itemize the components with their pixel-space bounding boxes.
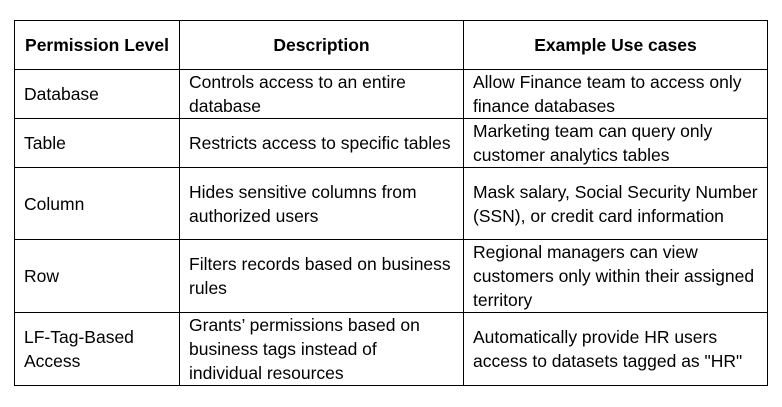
table-row [15, 168, 768, 240]
cell-permission-level: Database [15, 70, 180, 119]
cell-description: Controls access to an entire database [180, 70, 464, 119]
column-header-permission-level: Permission Level [15, 21, 180, 70]
cell-permission-level: Row [15, 240, 180, 313]
cell-example: Mask salary, Social Security Number (SSN), or credit card information [464, 168, 768, 240]
permissions-table [14, 20, 768, 386]
table-row [15, 70, 768, 119]
cell-example: Marketing team can query only customer analytics tables [464, 119, 768, 168]
cell-description: Filters records based on business rules [180, 240, 464, 313]
table-row [15, 240, 768, 313]
table-row [15, 119, 768, 168]
cell-permission-level: LF-Tag-Based Access [15, 313, 180, 386]
column-header-example-use-cases: Example Use cases [464, 21, 768, 70]
table-row [15, 313, 768, 386]
cell-description: Restricts access to specific tables [180, 119, 464, 168]
cell-example: Regional managers can view customers only within their assigned territory [464, 240, 768, 313]
cell-permission-level: Table [15, 119, 180, 168]
cell-description: Hides sensitive columns from authorized users [180, 168, 464, 240]
cell-permission-level: Column [15, 168, 180, 240]
cell-example: Allow Finance team to access only finance databases [464, 70, 768, 119]
cell-description: Grants’ permissions based on business tags instead of individual resources [180, 313, 464, 386]
table-header-row [15, 21, 768, 70]
cell-example: Automatically provide HR users access to datasets tagged as "HR" [464, 313, 768, 386]
column-header-description: Description [180, 21, 464, 70]
